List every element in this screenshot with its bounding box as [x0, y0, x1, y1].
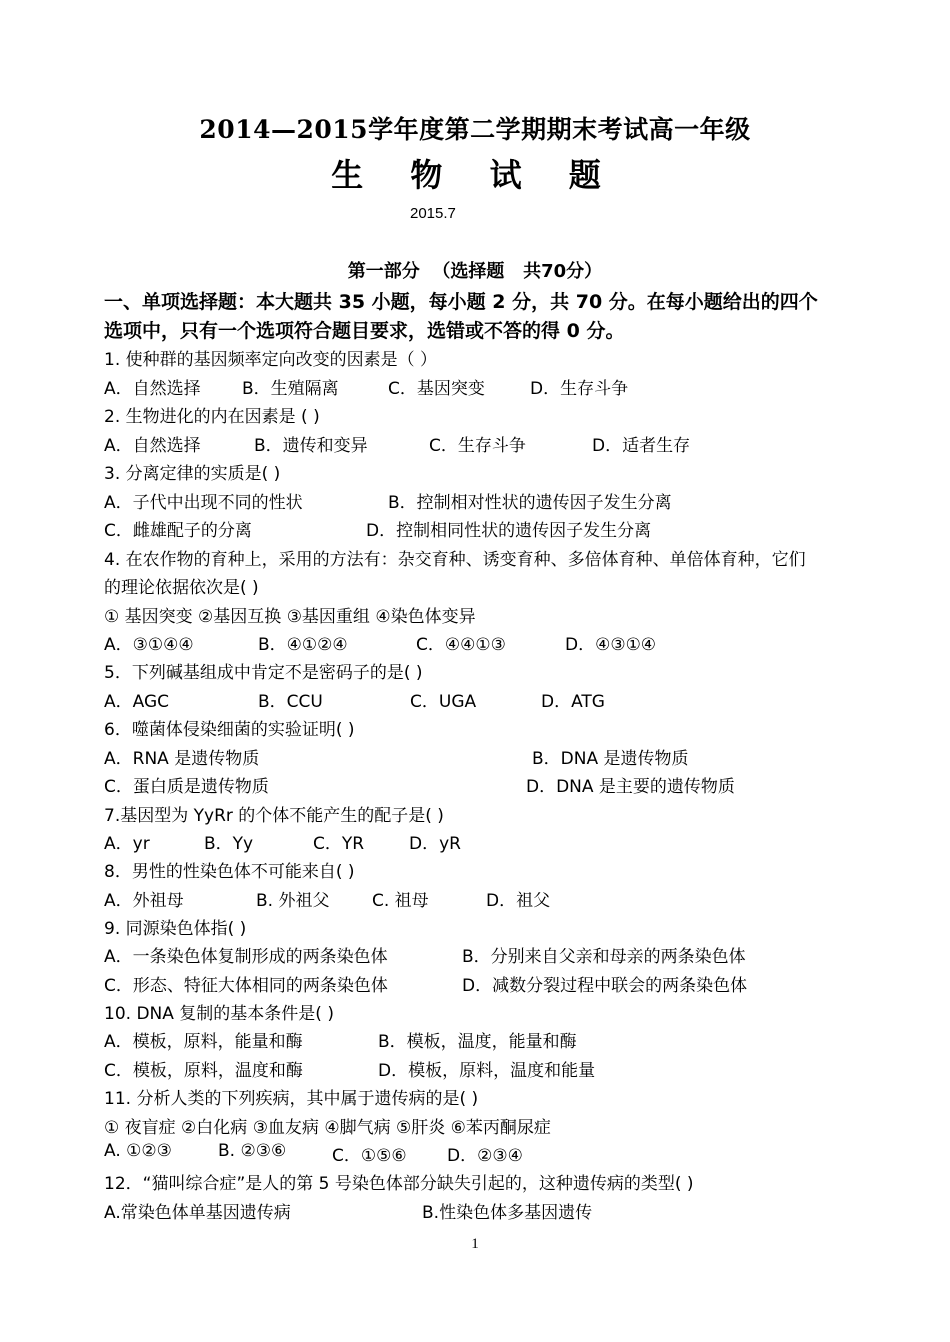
question-5-stem: 5．下列碱基组成中肯定不是密码子的是( ) — [104, 663, 423, 683]
option-c: C．蛋白质是遗传物质 — [104, 777, 269, 797]
option-c: C．基因突变 — [388, 379, 485, 399]
question-11-items: ① 夜盲症 ②白化病 ③血友病 ④脚气病 ⑤肝炎 ⑥苯丙酮尿症 — [104, 1118, 551, 1138]
part-title: 第一部分 （选择题 共70分） — [347, 261, 603, 282]
exam-subject: 生 物 试 题 — [331, 156, 619, 194]
option-a: A．RNA 是遗传物质 — [104, 749, 260, 769]
option-c: C．模板，原料，温度和酶 — [104, 1061, 303, 1081]
question-6-options-row-1 — [104, 744, 864, 768]
option-d: D．祖父 — [486, 891, 551, 911]
instructions-line-1: 一、单项选择题：本大题共 35 小题，每小题 2 分，共 70 分。在每小题给出的四个 — [104, 291, 818, 313]
option-a: A．一条染色体复制形成的两条染色体 — [104, 947, 388, 967]
option-d: D．④③①④ — [565, 635, 657, 655]
question-4-stem-line-1: 4. 在农作物的育种上，采用的方法有：杂交育种、诱变育种、多倍体育种、单倍体育种，它们 — [104, 550, 806, 570]
question-11-options — [104, 1141, 864, 1165]
option-d: D．ATG — [541, 692, 605, 712]
option-c: C．④④①③ — [416, 635, 506, 655]
option-d: D．生存斗争 — [530, 379, 629, 399]
option-d: D．模板，原料，温度和能量 — [378, 1061, 596, 1081]
option-d: D．适者生存 — [592, 436, 691, 456]
question-1-options — [104, 374, 864, 398]
exam-title: 2014—2015学年度第二学期期末考试高一年级 — [199, 115, 751, 144]
option-d: D．减数分裂过程中联会的两条染色体 — [462, 976, 748, 996]
question-12-options — [104, 1198, 864, 1222]
option-c: C．雌雄配子的分离 — [104, 521, 252, 541]
question-8-stem: 8．男性的性染色体不可能来自( ) — [104, 862, 355, 882]
question-10-stem: 10. DNA 复制的基本条件是( ) — [104, 1004, 334, 1024]
option-b: B．Yy — [204, 834, 254, 854]
question-6-options-row-2 — [104, 772, 864, 796]
question-2-options — [104, 431, 864, 455]
question-10-options-row-2 — [104, 1056, 864, 1080]
option-c: C．形态、特征大体相同的两条染色体 — [104, 976, 388, 996]
question-12-stem: 12．“猫叫综合症”是人的第 5 号染色体部分缺失引起的，这种遗传病的类型( ) — [104, 1174, 694, 1194]
exam-date: 2015.7 — [410, 205, 456, 222]
option-b: B．DNA 是遗传物质 — [532, 749, 689, 769]
question-4-items: ① 基因突变 ②基因互换 ③基因重组 ④染色体变异 — [104, 607, 476, 627]
question-4-stem-line-2: 的理论依据依次是( ) — [104, 578, 259, 598]
question-8-options — [104, 886, 864, 910]
option-d: D．②③④ — [447, 1146, 523, 1166]
option-c: C．①⑤⑥ — [332, 1146, 407, 1166]
question-10-options-row-1 — [104, 1027, 864, 1051]
question-9-options-row-2 — [104, 971, 864, 995]
option-a: A．③①④④ — [104, 635, 194, 655]
option-a: A．模板，原料，能量和酶 — [104, 1032, 303, 1052]
question-9-stem: 9. 同源染色体指( ) — [104, 919, 247, 939]
option-a: A．外祖母 — [104, 891, 184, 911]
question-9-options-row-1 — [104, 942, 864, 966]
question-1-stem: 1. 使种群的基因频率定向改变的因素是（ ） — [104, 350, 438, 370]
option-b: B．生殖隔离 — [242, 379, 339, 399]
option-b: B．分别来自父亲和母亲的两条染色体 — [462, 947, 746, 967]
option-b: B.性染色体多基因遗传 — [422, 1203, 593, 1223]
option-b: B．CCU — [258, 692, 323, 712]
option-b: B．④①②④ — [258, 635, 348, 655]
option-a: A．子代中出现不同的性状 — [104, 493, 303, 513]
option-a: A.常染色体单基因遗传病 — [104, 1203, 291, 1223]
option-b: B．遗传和变异 — [254, 436, 368, 456]
option-a: A．自然选择 — [104, 379, 201, 399]
option-d: D．yR — [409, 834, 461, 854]
question-2-stem: 2. 生物进化的内在因素是 ( ) — [104, 407, 320, 427]
page-number: 1 — [471, 1236, 479, 1252]
question-5-options — [104, 687, 864, 711]
option-b: B．控制相对性状的遗传因子发生分离 — [388, 493, 672, 513]
option-a: A．yr — [104, 834, 150, 854]
question-6-stem: 6．噬菌体侵染细菌的实验证明( ) — [104, 720, 355, 740]
option-d: D．DNA 是主要的遗传物质 — [526, 777, 735, 797]
instructions-line-2: 选项中，只有一个选项符合题目要求，选错或不答的得 0 分。 — [104, 320, 625, 342]
question-4-options — [104, 630, 864, 654]
option-a: A．自然选择 — [104, 436, 201, 456]
question-7-stem: 7.基因型为 YyRr 的个体不能产生的配子是( ) — [104, 806, 444, 826]
question-3-stem: 3. 分离定律的实质是( ) — [104, 464, 281, 484]
option-a: A．AGC — [104, 692, 170, 712]
option-a: A. ①②③ — [104, 1141, 172, 1161]
option-b: B．模板，温度，能量和酶 — [378, 1032, 577, 1052]
question-11-stem: 11. 分析人类的下列疾病，其中属于遗传病的是( ) — [104, 1089, 479, 1109]
option-c: C. 祖母 — [372, 891, 429, 911]
option-d: D．控制相同性状的遗传因子发生分离 — [366, 521, 652, 541]
option-c: C．UGA — [410, 692, 477, 712]
option-c: C．YR — [313, 834, 365, 854]
question-3-options-row-2 — [104, 516, 864, 540]
question-7-options — [104, 829, 864, 853]
option-b: B. ②③⑥ — [218, 1141, 287, 1161]
question-3-options-row-1 — [104, 488, 864, 512]
option-c: C．生存斗争 — [429, 436, 526, 456]
option-b: B. 外祖父 — [256, 891, 330, 911]
